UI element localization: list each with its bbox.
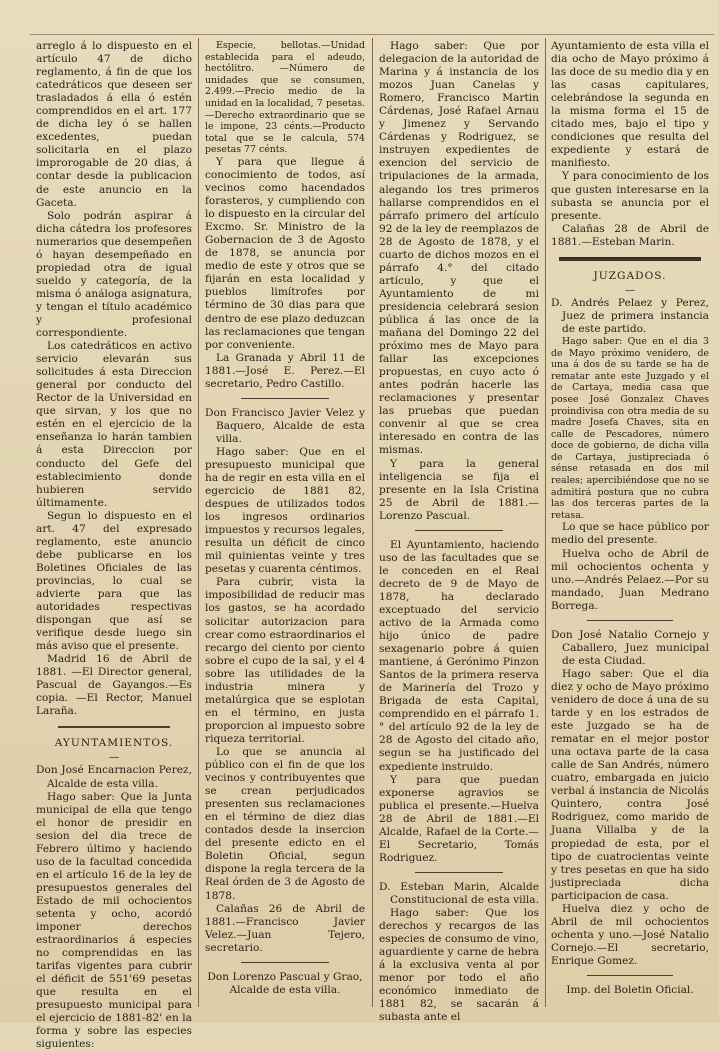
paragraph: El Ayuntamiento, haciendo uso de las facultades que se le conceden en el Real decreto de 9 de Mayo de 1878, ha declarado exceptuado del servicio activo de la Armada como hijo único de padre sexagenario pobre á quien mantiene, á Gerónimo Pinzon Santos de la primera reserva de Marinería del Trozo y Brigada de esta Capital, comprendido en el párrafo 1.° del artículo 92 de la ley de 28 de Agosto del citado año, segun se ha justificado del expediente instruido. (379, 538, 539, 773)
notice-divider (241, 398, 329, 399)
paragraph: Lo que se anuncia al público con el fin de que los vecinos y contribuyentes que se crean perjudicados presenten sus reclamaciones en el término de diez dias contados desde la insercion del presente edicto en el Boletin Oficial, segun dispone la regla tercera de la Real órden de 3 de Agosto de 1878. (205, 746, 365, 902)
notice-divider (587, 620, 673, 621)
section-heading-ayuntamientos: AYUNTAMIENTOS. (54, 737, 174, 750)
paragraph: Hago saber: Que en el dia 3 de Mayo próximo venidero, de una á dos de su tarde se ha de rematar ante este Juzgado y el de Cartaya, media casa que posee José Gonzalez Chaves proindivisa con otra media de su madre Josefa Chaves, sita en calle de Pescadores, número doce de gobierno, de dicha villa de Cartaya, justipreciada ó sénse retasada en dos mil reales; apercibiéndose que no se admitirá postura que no cubra las dos terceras partes de la retasa. (551, 335, 709, 521)
signature-paragraph: Huelva diez y ocho de Abril de mil ochocientos ochenta y uno.—José Natalio Cornejo.—El secretario, Enrique Gomez. (551, 902, 709, 967)
paragraph: Y para conocimiento de los que gusten interesarse en la subasta se anuncia por el presente. (551, 170, 709, 222)
notice-title: Don Francisco Javier Velez y Baquero, Alcalde de esta villa. (205, 406, 365, 445)
paragraph: Solo podrán aspirar á dicha cátedra los profesores numerarios que desempeñen ó hayan desempeñado en propiedad otra de igual sueldo y categoría, de la misma ó análoga asignatura, y tengan el título académico y profesional correspondiente. (36, 209, 192, 340)
paragraph: Hago saber: Que en el presupuesto municipal que ha de regir en esta villa en el egercicio de 1881 82, despues de utilizados todos los ingresos ordinarios impuestos y recursos legales, resulta un déficit de cinco mil quinientas veinte y tres pesetas y cuarenta céntimos. (205, 445, 365, 576)
section-divider (559, 257, 701, 261)
paragraph: Hago saber: Que el dia diez y ocho de Mayo próximo venidero de doce á una de su tarde y en los estrados de este Juzgado se ha de rematar en el mejor postor una octava parte de la casa calle de San Andrés, número cuatro, embargada en juicio verbal á instancia de Nicolás Quintero, contra José Rodriguez, como marido de Juana Villalba y de la propiedad de esta, por el tipo de cuatrocientas veinte y tres pesetas en que ha sido justipreciada dicha participacion de casa. (551, 667, 709, 902)
paragraph: Los catedráticos en activo servicio elevarán sus solicitudes á esta Direccion general por conducto del Rector de la Universidad en que sirvan, y los que no estén en el ejercicio de la enseñanza lo harán tambien á esta Direccion por conducto del Gefe del establecimiento donde hubieren servido últimamente. (36, 340, 192, 509)
column-rule (198, 38, 199, 1007)
notice-divider (587, 975, 673, 976)
signature-paragraph: Huelva ocho de Abril de mil ochocientos ochenta y uno.—Andrés Pelaez.—Por su mandado, Juan Medrano Borrega. (551, 547, 709, 612)
paragraph: Hago saber: Que la Junta municipal de ella que tengo el honor de presidir en sesion del dia trece de Febrero último y haciendo uso de la facultad concedida en el artículo 16 de la ley de presupuestos generales del Estado de mil ochocientos setenta y ocho, acordó imponer derechos estraordinarios á especies no comprendidas en las tarifas vigentes para cubrir el déficit de 551'69 pesetas que resulta en el presupuesto municipal para el ejercicio de 1881-82' en la forma y sobre las especies siguientes: (36, 790, 192, 1051)
notice-title: Don Lorenzo Pascual y Grao, Alcalde de esta villa. (207, 970, 363, 996)
tariff-paragraph: Especie, bellotas.—Unidad establecida para el adeudo, hectólitro. —Número de unidades que se consumen, 2.499.—Precio medio de la unidad en la localidad, 7 pesetas.—Derecho extraordinario que se le impone, 23 cénts.—Producto total que se le calcula, 574 pesetas 77 cénts. (205, 40, 365, 156)
signature-paragraph: Madrid 16 de Abril de 1881. —El Director general, Pascual de Gayangos.—Es copia. —El Rector, Manuel Laraña. (36, 653, 192, 718)
paragraph: Para cubrir, vista la imposibilidad de reducir mas los gastos, se ha acordado solicitar autorizacion para crear como estraordinarios el recargo del ciento por ciento sobre el cupo de la sal, y el 4 sobre las utilidades de la industria minera y metalúrgica que se esplotan en el término, en justa proporcion al impuesto sobre riqueza territorial. (205, 576, 365, 745)
paragraph: Segun lo dispuesto en el art. 47 del expresado reglamento, este anuncio debe publicarse en los Boletines Oficiales de las provincias, lo cual se advierte para que las autoridades respectivas dispongan que así se verifique desde luego sin más aviso que el presente. (36, 509, 192, 653)
notice-title: D. Esteban Marin, Alcalde Constitucional de esta villa. (379, 880, 539, 906)
notice-divider (241, 962, 329, 963)
column-2 (205, 40, 365, 1009)
notice-divider (415, 530, 503, 531)
column-1 (36, 40, 192, 1051)
signature-paragraph: Calañas 28 de Abril de 1881.—Esteban Marin. (551, 222, 709, 248)
signature-paragraph: Y para la general inteligencia se fija el presente en la Isla Cristina 25 de Abril de 1881.—Lorenzo Pascual. (379, 457, 539, 522)
column-3 (379, 40, 539, 1024)
signature-paragraph: La Granada y Abril 11 de 1881.—José E. Perez.—El secretario, Pedro Castillo. (205, 351, 365, 390)
signature-paragraph: Calañas 26 de Abril de 1881.—Francisco Javier Velez.—Juan Tejero, secretario. (205, 902, 365, 954)
paragraph: Y para que llegue á conocimiento de todos, así vecinos como hacendados forasteros, y cumpliendo con lo dispuesto en la circular del Excmo. Sr. Ministro de la Gobernacion de 3 de Agosto de 1878, se anuncia por medio de este y otros que se fijarán en esta localidad y pueblos limítrofes por término de 30 dias para que dentro de ese plazo deduzcan las reclamaciones que tengan por conveniente. (205, 155, 365, 351)
heading-dash: — (624, 283, 636, 296)
notice-title: Don José Natalio Cornejo y Caballero, Juez municipal de esta Ciudad. (551, 628, 709, 667)
paragraph: Hago saber: Que los derechos y recargos de las especies de consumo de vino, aguardiente y carne de hebra á la exclusiva venta al por menor por todo el año económico inmediato de 1881 82, se sacarán á subasta ante el (379, 907, 539, 1024)
section-divider (58, 726, 170, 728)
paragraph: arreglo á lo dispuesto en el artículo 47 de dicho reglamento, á fin de que los catedráticos que deseen ser trasladados á ella ó estén comprendidos en el art. 177 de dicha ley ó se hallen excedentes, puedan solicitarla en el plazo improrogable de 20 dias, á contar desde la publicacion de este anuncio en la Gaceta. (36, 40, 192, 209)
paragraph: Lo que se hace público por medio del presente. (551, 521, 709, 547)
column-rule (545, 38, 546, 1007)
section-heading-juzgados: JUZGADOS. (593, 269, 667, 282)
signature-paragraph: Y para que puedan exponerse agravios se publica el presente.—Huelva 28 de Abril de 1881.—El Alcalde, Rafael de la Corte.—El Secretario, Tomás Rodriguez. (379, 773, 539, 864)
column-4 (551, 40, 709, 1009)
top-rule (30, 34, 714, 35)
notice-divider (415, 872, 503, 873)
printer-imprint: Imp. del Boletin Oficial. (566, 983, 694, 996)
paragraph: Ayuntamiento de esta villa el dia ocho de Mayo próximo á las doce de su medio dia y en las casas capitulares, celebrándose la segunda en la misma forma el 15 de citado mes, bajo el tipo y condiciones que resulta del expediente y estará de manifiesto. (551, 40, 709, 170)
column-rule (372, 38, 373, 1007)
heading-dash: — (108, 751, 120, 764)
paragraph: Hago saber: Que por delegacion de la autoridad de Marina y á instancia de los mozos Juan Canelas y Romero, Francisco Martin Cárdenas, José Rafael Arnau y Jimenez y Servando Cárdenas y Rodriguez, se instruyen expedientes de exencion del servicio de tripulaciones de la armada, alegando los tres primeros hallarse comprendidos en el párrafo primero del artículo 92 de la ley de reemplazos de 28 de Agosto de 1878, y el cuarto de dichos mozos en el párrafo 4.° del citado artículo, y que el Ayuntamiento de mi presidencia celebrará sesion pública á las once de la mañana del Domingo 22 del próximo mes de Mayo para fallar las excepciones propuestas, en cuyo acto ó antes podrán hacerle las reclamaciones y presentar las pruebas que puedan convenir al que se crea interesado en contra de las mismas. (379, 40, 539, 457)
notice-title: Don José Encarnacion Perez, Alcalde de esta villa. (36, 764, 192, 790)
notice-title: D. Andrés Pelaez y Perez, Juez de primera instancia de este partido. (551, 296, 709, 335)
